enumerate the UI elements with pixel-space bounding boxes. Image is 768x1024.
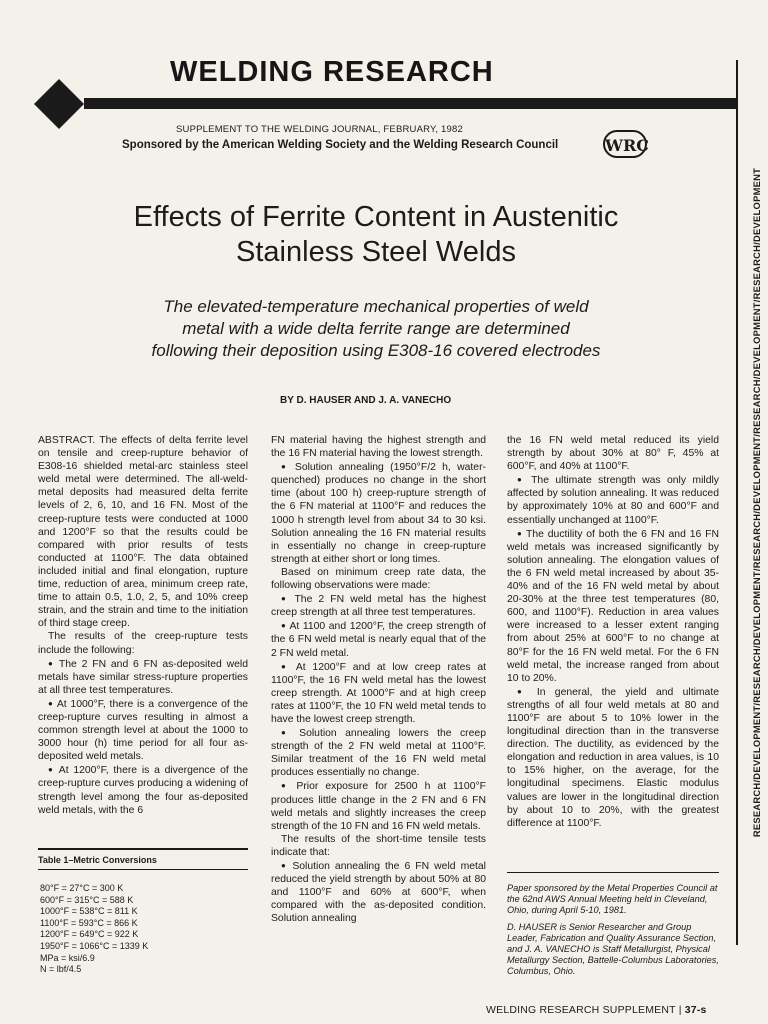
bullet-text: The 2 FN weld metal has the highest creep strength at all three test temperatures.	[271, 594, 486, 619]
header-rule	[84, 98, 736, 109]
table-row: 600°F = 315°C = 588 K	[40, 894, 134, 905]
bullet-icon	[48, 659, 59, 670]
author-note: D. HAUSER is Senior Researcher and Group Leader, Fabrication and Quality Assurance Section, and J. A. VANECHO is Staff Metallurgist, Physical Metallurgy Section, Battelle-Columbus Laboratories, Columbus, Ohio.	[507, 921, 719, 977]
bullet-text: Solution annealing lowers the creep strength of the 2 FN weld metal at 1100°F. Similar treatment of the 16 FN weld metal produces essentially no change.	[271, 728, 486, 779]
sponsored-line: Sponsored by the American Welding Society and the Welding Research Council	[122, 139, 559, 151]
table-row: MPa = ksi/6.9	[40, 952, 95, 963]
abstract-paragraph: ABSTRACT. The effects of delta ferrite level on tensile and creep-rupture behavior of E308-16 shielded metal-arc stainless steel weld metal were determined. The all-weld-metal deposits had measured delta ferrite levels of 2, 6, 10, and 16 FN. Most of the creep-rupture tests were conducted at 1000 and 1200°F so that the results could be compared with prior results of tests conducted at 1100°F. The data obtained included initial and final elongation, rupture time, reduction of area, minimum creep rate, time to attain 0.5, 1.0, 2, 5, and 10% creep strain, and the strain and time to the initiation of third stage creep.	[38, 435, 248, 630]
bullet-text: The ultimate strength was only mildly affected by solution annealing. It was reduced by approximately 10% at 80 and 600°F and essentially unchanged at 1100°F.	[507, 475, 719, 526]
bullet-paragraph	[38, 657, 248, 697]
bullet-paragraph	[38, 697, 248, 763]
bullet-text: The ductility of both the 6 FN and 16 FN weld metals was increased significantly by solution annealing. The elongation values of the 6 FN weld metal increased by about 35-40% and of the 16 FN weld metal by about 20-30% at the three test temperatures (80, 600, and 1100°F). Reduction in area values were increased to a lesser extent ranging from about 25% at 600°F to no change at 80°F for the 16 FN weld metal. For the 6 FN weld metal, the increase ranged from about 10 to 20%.	[507, 528, 719, 684]
bullet-text: Prior exposure for 2500 h at 1100°F produces little change in the 2 FN and 6 FN weld metals and slightly increases the creep strength of the 10 FN and 16 FN weld metals.	[271, 781, 486, 832]
notes-rule	[507, 872, 719, 873]
table-row: N = lbf/4.5	[40, 964, 82, 975]
bullet-icon	[517, 475, 531, 486]
page-number: 37-s	[684, 1004, 707, 1016]
bullet-icon	[281, 594, 294, 605]
paragraph: The results of the short-time tensile tests indicate that:	[271, 833, 486, 858]
bullet-paragraph	[271, 779, 486, 832]
journal-title: WELDING RESEARCH	[170, 56, 494, 88]
bullet-paragraph	[271, 460, 486, 566]
bullet-paragraph	[507, 527, 719, 685]
side-band	[736, 60, 768, 945]
bullet-icon	[517, 687, 537, 698]
conversion-table	[40, 883, 148, 976]
table-row: 80°F = 27°C = 300 K	[40, 883, 124, 893]
bullet-text: At 1200°F, there is a divergence of the creep-rupture curves producing a widening of strength level among the four as-deposited weld metals, with the 6	[38, 765, 248, 816]
table-rule	[38, 869, 248, 870]
article-deck	[100, 296, 652, 362]
paragraph: the 16 FN weld metal reduced its yield strength by about 30% at 80° F, 45% at 600°F, and 40% at 1100°F.	[507, 435, 719, 473]
bullet-text: At 1100 and 1200°F, the creep strength of the 6 FN weld metal is nearly equal that of the 2 FN weld metal.	[271, 621, 487, 659]
bullet-paragraph	[271, 859, 486, 925]
bullet-icon	[281, 861, 292, 872]
table-title: Table 1–Metric Conversions	[38, 855, 157, 865]
table-row: 1100°F = 593°C = 866 K	[40, 917, 138, 928]
table-top-rule	[38, 848, 248, 850]
bullet-icon	[48, 765, 59, 776]
bullet-paragraph	[271, 726, 486, 779]
bullet-icon	[281, 728, 299, 739]
bullet-text: The 2 FN and 6 FN as-deposited weld metals have similar stress-rupture properties at all three test temperatures.	[38, 658, 248, 696]
bullet-paragraph	[507, 685, 719, 830]
sponsor-note: Paper sponsored by the Metal Properties Council at the 62nd AWS Annual Meeting held in Cleveland, Ohio, during April 5-10, 1981.	[507, 883, 718, 916]
bullet-text: At 1200°F and at low creep rates at 1100°F, the 16 FN weld metal has the lowest creep strength. At 1000°F and at high creep rates at 1100°F, the 10 FN weld metal tends to have the lowest creep strength.	[271, 661, 486, 725]
article-title-line: Stainless Steel Welds	[236, 236, 516, 268]
paragraph: The results of the creep-rupture tests include the following:	[38, 631, 248, 656]
column-1	[38, 434, 248, 817]
deck-line: metal with a wide delta ferrite range are determined	[182, 319, 570, 338]
bullet-paragraph	[271, 592, 486, 619]
column-2	[271, 434, 486, 925]
article-title	[80, 200, 672, 270]
page-footer: WELDING RESEARCH SUPPLEMENT | 37-s	[486, 1004, 707, 1016]
bullet-text: In general, the yield and ultimate strengths of all four weld metals at 80 and 1100°F are about 5 to 10% lower in the longitudinal direction than in the transverse direction. The ductility, as evidenced by the elongation and reduction in area values, is 10 to 15% higher, on the average, for the longitudinal specimens. Elastic modulus values are lower in the longitudinal direction by about 10 to 20%, with the greatest difference at 1100°F.	[507, 686, 719, 829]
paragraph: FN material having the highest strength and the 16 FN material having the lowest strength.	[271, 435, 486, 460]
bullet-text: Solution annealing (1950°F/2 h, water-quenched) produces no change in the short time (about 100 h) creep-rupture strength of the 6 FN material at 1100°F and reduces the 1000 h strength level from about 34 to 30 ksi. Solution annealing the 16 FN material results in essentially no change in creep-rupture strength at either short or long times.	[271, 462, 486, 565]
supplement-line: SUPPLEMENT TO THE WELDING JOURNAL, FEBRUARY, 1982	[176, 124, 463, 135]
column-3	[507, 434, 719, 830]
bullet-icon	[517, 529, 526, 540]
bullet-paragraph	[271, 619, 486, 659]
footer-label: WELDING RESEARCH SUPPLEMENT	[486, 1004, 676, 1016]
bullet-paragraph	[507, 473, 719, 526]
table-row: 1950°F = 1066°C = 1339 K	[40, 940, 149, 951]
bullet-icon	[48, 699, 57, 710]
paragraph: Based on minimum creep rate data, the following observations were made:	[271, 566, 486, 592]
author-notes	[507, 883, 719, 983]
bullet-icon	[281, 781, 296, 792]
bullet-text: At 1000°F, there is a convergence of the creep-rupture curves resulting in almost a common strength level at about the 1000 to 3000 hour (h) time period for all four as-deposited weld metals.	[38, 698, 249, 763]
side-band-text: RESEARCH/DEVELOPMENT/RESEARCH/DEVELOPMENT/RESEARCH/DEVELOPMENT/RESEARCH/DEVELOPMENT/RESEARCH/DEVELOPMENT	[751, 167, 762, 838]
byline: BY D. HAUSER AND J. A. VANECHO	[280, 395, 452, 406]
bullet-text: Solution annealing the 6 FN weld metal reduced the yield strength by about 50% at 80 and 1100°F and 60% at 600°F, when compared with the as-deposited condition. Solution annealing	[271, 861, 486, 925]
bullet-paragraph	[38, 763, 248, 816]
bullet-icon	[281, 662, 296, 673]
table-row: 1200°F = 649°C = 922 K	[40, 929, 139, 940]
deck-line: following their deposition using E308-16 covered electrodes	[151, 341, 601, 360]
wrc-logo: WRC	[603, 130, 647, 158]
bullet-icon	[281, 462, 295, 473]
aws-logo	[34, 79, 84, 129]
deck-line: The elevated-temperature mechanical properties of weld	[163, 297, 589, 316]
bullet-paragraph	[271, 660, 486, 726]
table-row: 1000°F = 538°C = 811 K	[40, 906, 138, 917]
article-title-line: Effects of Ferrite Content in Austenitic	[133, 201, 619, 233]
